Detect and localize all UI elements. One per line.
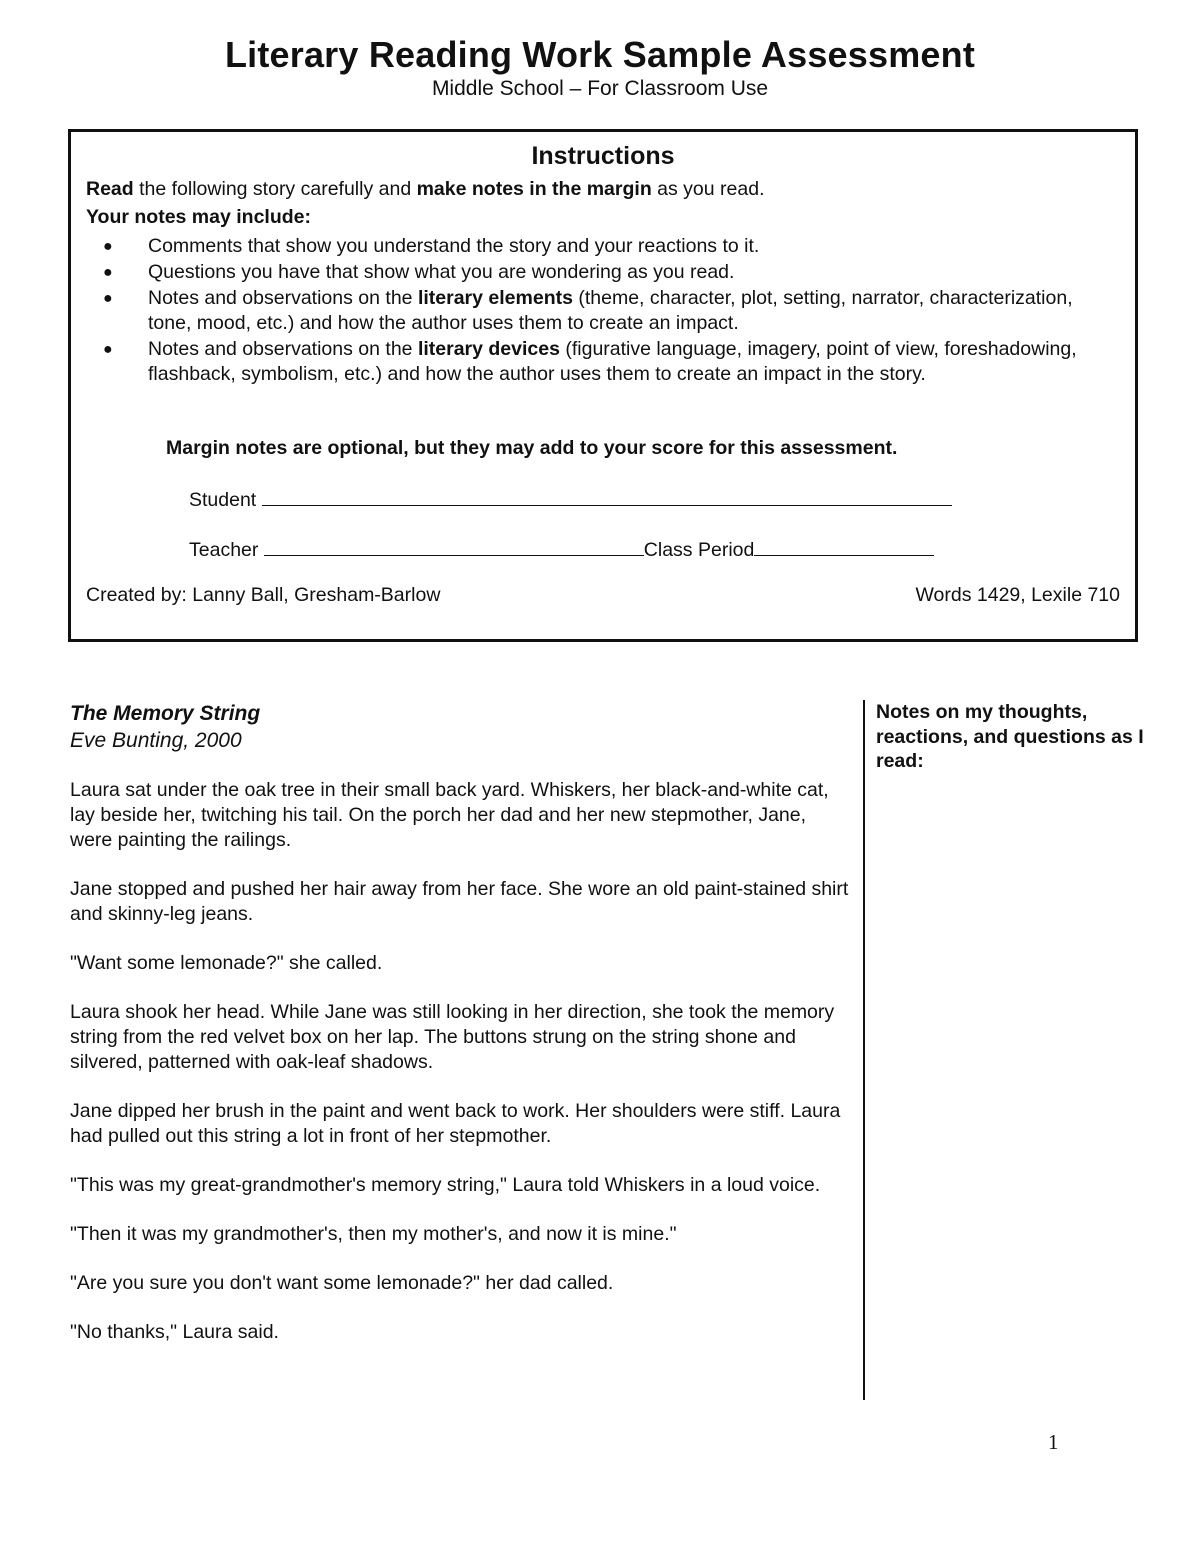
student-field-row	[189, 485, 952, 512]
teacher-name-blank[interactable]	[264, 535, 644, 556]
notes-bullet-list	[86, 234, 1116, 388]
list-item	[86, 234, 1116, 259]
read-line-text-2: as you read.	[651, 178, 765, 200]
bullet-text-pre: Notes and observations on the	[148, 287, 418, 309]
literary-elements-emphasis: literary elements	[417, 287, 573, 309]
teacher-label: Teacher	[189, 539, 259, 561]
story-paragraph: "No thanks," Laura said.	[70, 1321, 279, 1343]
column-divider	[863, 700, 865, 1400]
teacher-field-row	[189, 535, 934, 562]
story-paragraph: Jane dipped her brush in the paint and went back to work. Her shoulders were stiff. Laura had pulled out this string a lot in front of her stepmother.	[70, 1100, 841, 1147]
page-subtitle: Middle School – For Classroom Use	[431, 77, 769, 100]
bullet-icon: ●	[103, 238, 113, 255]
list-item	[86, 286, 1116, 336]
story-author: Eve Bunting, 2000	[70, 729, 242, 752]
bullet-text: Questions you have that show what you are wondering as you read.	[148, 261, 735, 283]
bullet-icon: ●	[103, 290, 113, 307]
class-period-blank[interactable]	[754, 535, 934, 556]
instructions-read-line	[86, 177, 764, 202]
read-emphasis: Read	[86, 178, 134, 200]
story-paragraph: Laura sat under the oak tree in their small back yard. Whiskers, her black-and-white cat, lay beside her, twitching his tail. On the porch her dad and her new stepmother, Jane, were painting the railings.	[70, 779, 829, 851]
notes-intro: Your notes may include:	[86, 206, 312, 228]
margin-emphasis: make notes in the margin	[416, 178, 652, 200]
created-by: Created by: Lanny Ball, Gresham-Barlow	[86, 584, 441, 606]
literary-devices-emphasis: literary devices	[417, 338, 560, 360]
instructions-heading: Instructions	[531, 142, 675, 170]
page-title: Literary Reading Work Sample Assessment	[224, 34, 976, 75]
bullet-icon: ●	[103, 264, 113, 281]
bullet-text-post: (theme, character, plot, setting, narrator, characterization, tone, mood, etc.) and how the author uses them to create an impact.	[148, 287, 1073, 334]
story-paragraph: "Are you sure you don't want some lemonade?" her dad called.	[70, 1272, 614, 1294]
story-paragraph: "Want some lemonade?" she called.	[70, 952, 383, 974]
bullet-text-pre: Notes and observations on the	[148, 338, 418, 360]
student-name-blank[interactable]	[262, 485, 952, 506]
story-title: The Memory String	[70, 702, 261, 725]
optional-note: Margin notes are optional, but they may add to your score for this assessment.	[166, 437, 898, 459]
page-number: 1	[1048, 1430, 1059, 1454]
list-item	[86, 337, 1116, 387]
story-paragraph: Laura shook her head. While Jane was still looking in her direction, she took the memory string from the red velvet box on her lap. The buttons strung on the string shone and silvered, patterned with oak-leaf shadows.	[70, 1001, 835, 1073]
list-item	[86, 260, 1116, 285]
bullet-icon: ●	[103, 341, 113, 358]
class-period-label: Class Period	[643, 539, 755, 561]
word-count: Words 1429, Lexile 710	[915, 584, 1120, 606]
student-label: Student	[189, 489, 257, 511]
instructions-box	[68, 129, 1138, 642]
story-paragraph: "This was my great-grandmother's memory string," Laura told Whiskers in a loud voice.	[70, 1174, 821, 1196]
story-paragraph: "Then it was my grandmother's, then my mother's, and now it is mine."	[70, 1223, 677, 1245]
story-paragraph: Jane stopped and pushed her hair away from her face. She wore an old paint-stained shirt and skinny-leg jeans.	[70, 878, 849, 925]
story-column	[70, 700, 850, 1369]
read-line-text-1: the following story carefully and	[133, 178, 417, 200]
margin-notes-heading: Notes on my thoughts, reactions, and questions as I read:	[876, 701, 1144, 772]
bullet-text: Comments that show you understand the story and your reactions to it.	[148, 235, 760, 257]
bullet-text-post: (figurative language, imagery, point of view, foreshadowing, flashback, symbolism, etc.) and how the author uses them to create an impact in the story.	[148, 338, 1077, 385]
